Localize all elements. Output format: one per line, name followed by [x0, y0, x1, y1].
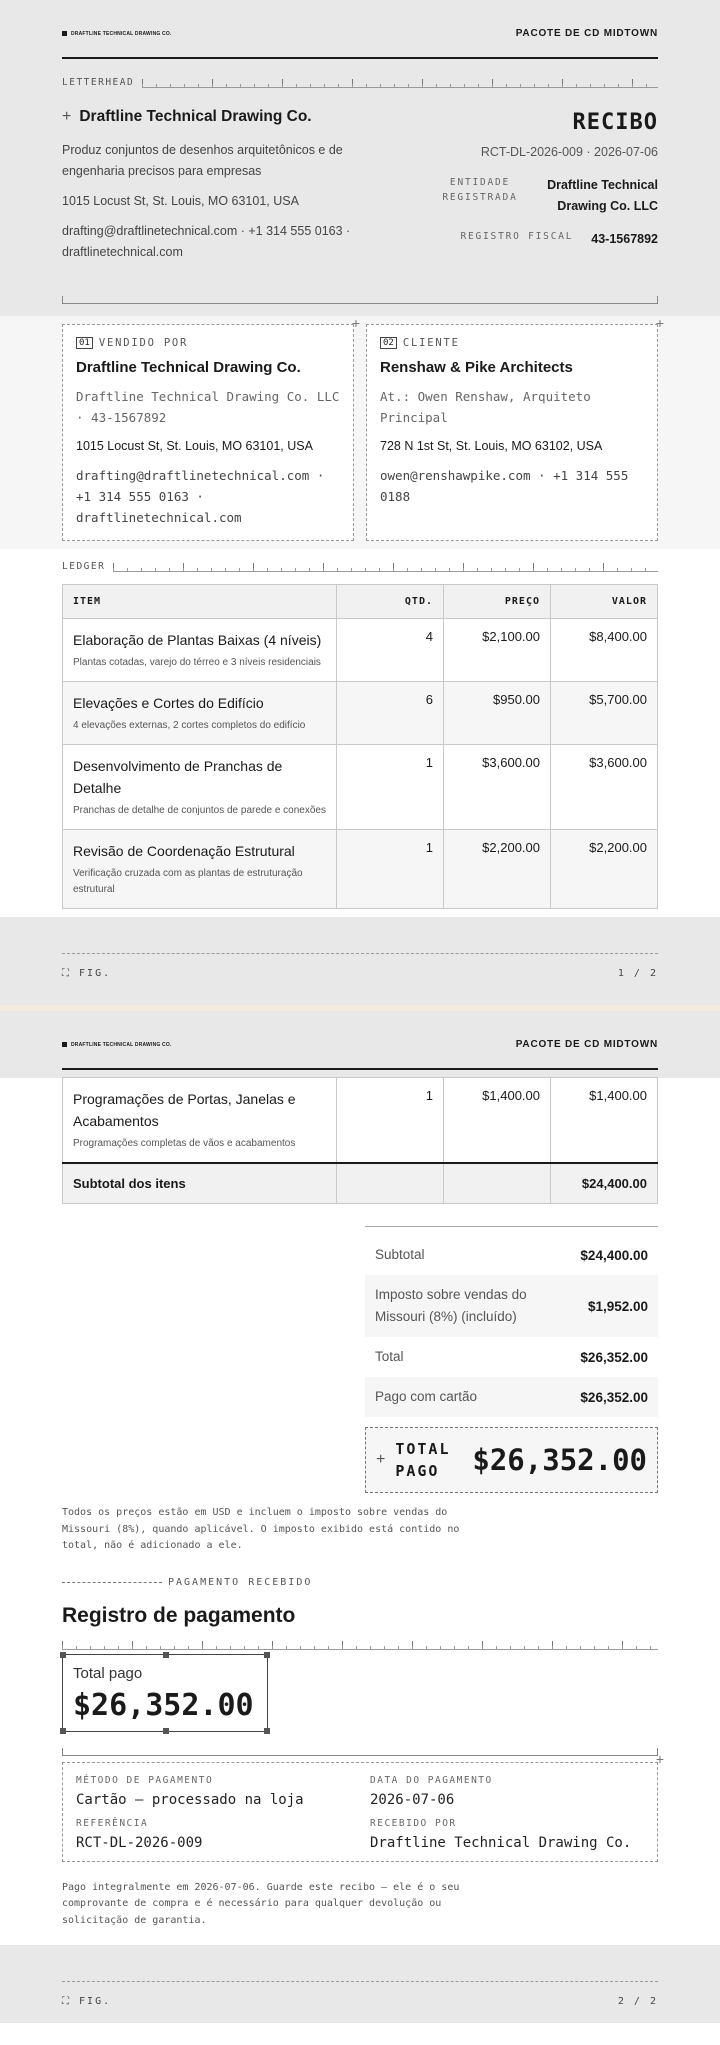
reference-label: REFERÊNCIA: [76, 1817, 149, 1829]
entity-value: Draftline Technical Drawing Co. LLC: [547, 178, 658, 213]
package-name: PACOTE DE CD MIDTOWN: [515, 28, 658, 39]
client-card: [366, 315, 664, 541]
totals-summary: [365, 1226, 658, 1493]
item-price: $1,400.00: [444, 1078, 551, 1164]
seller-sub: Draftline Technical Drawing Co. LLC · 43-1567892: [76, 389, 340, 425]
date-value: 2026-07-06: [370, 1791, 455, 1808]
crosshair-icon: +: [655, 1750, 664, 1767]
doc-title: RECIBO: [572, 110, 658, 135]
summary-value: $24,400.00: [580, 1247, 648, 1263]
item-qty: 1: [337, 1078, 444, 1164]
summary-value: $26,352.00: [580, 1389, 648, 1405]
page-footer: [0, 917, 720, 1005]
summary-paid: [365, 1377, 658, 1417]
seller-num: 01: [76, 337, 93, 349]
item-price: $3,600.00: [444, 745, 551, 830]
company-contact: drafting@draftlinetechnical.com · +1 314 555 0163 · draftlinetechnical.com: [62, 224, 351, 259]
total-paid-label: Total pago: [73, 1664, 143, 1682]
item-name: Desenvolvimento de Pranchas de Detalhe: [73, 758, 283, 796]
plus-icon: +: [376, 1451, 386, 1468]
received-by-label: RECEBIDO POR: [370, 1817, 457, 1829]
date-label: DATA DO PAGAMENTO: [370, 1774, 493, 1786]
page-footer: [0, 1945, 720, 2023]
seller-address: 1015 Locust St, St. Louis, MO 63101, USA: [76, 439, 313, 453]
item-name: Revisão de Coordenação Estrutural: [73, 843, 295, 859]
item-desc: Plantas cotadas, varejo do térreo e 3 níveis residenciais: [73, 657, 321, 668]
company-address: 1015 Locust St, St. Louis, MO 63101, USA: [62, 194, 299, 208]
letterhead-ruler: [62, 77, 658, 88]
ledger-ruler: [62, 561, 658, 572]
table-row: [63, 745, 658, 830]
item-name: Programações de Portas, Janelas e Acabamentos: [73, 1091, 296, 1129]
ruler-ticks: [142, 78, 658, 88]
col-qty: QTD.: [337, 585, 444, 619]
parties-section: [0, 316, 720, 549]
table-row: [63, 619, 658, 682]
brand-mini: [62, 31, 172, 37]
page-header: [0, 1011, 720, 1068]
grand-total-value: $26,352.00: [472, 1443, 647, 1477]
col-total: VALOR: [551, 585, 658, 619]
ruler-ticks: [113, 562, 658, 572]
crosshair-icon: +: [655, 315, 664, 331]
ledger-table: [62, 584, 658, 909]
table-row: [63, 1078, 658, 1164]
col-price: PREÇO: [444, 585, 551, 619]
summary-label: Total: [375, 1349, 404, 1364]
tax-id-value: 43-1567892: [591, 232, 658, 246]
seller-name: Draftline Technical Drawing Co.: [76, 359, 301, 376]
brand-mini-text: DRAFTLINE TECHNICAL DRAWING CO.: [71, 30, 172, 37]
page-header: [0, 0, 720, 57]
method-value: Cartão — processado na loja: [76, 1791, 304, 1808]
item-total: $1,400.00: [551, 1078, 658, 1164]
item-desc: Programações completas de vãos e acabamentos: [73, 1138, 296, 1149]
summary-label: Imposto sobre vendas do Missouri (8%) (incluído): [375, 1287, 527, 1324]
letterhead: [0, 88, 720, 288]
summary-value: $1,952.00: [587, 1298, 648, 1314]
tax-id-row: [440, 229, 658, 250]
fig-text: FIG.: [79, 968, 112, 979]
item-total: $2,200.00: [551, 830, 658, 909]
method-label: MÉTODO DE PAGAMENTO: [76, 1774, 214, 1786]
item-name: Elaboração de Plantas Baixas (4 níveis): [73, 632, 322, 648]
item-price: $950.00: [444, 682, 551, 745]
item-desc: Verificação cruzada com as plantas de estruturação estrutural: [73, 868, 303, 895]
tax-id-label: REGISTRO FISCAL: [460, 231, 574, 242]
seller-contact: drafting@draftlinetechnical.com · +1 314 555 0163 · draftlinetechnical.com: [76, 468, 325, 525]
page-header-section: [0, 1011, 720, 1078]
letterhead-section: [0, 0, 720, 316]
item-qty: 1: [337, 745, 444, 830]
entity-label: ENTIDADE REGISTRADA: [442, 177, 518, 203]
fig-text: FIG.: [79, 1996, 112, 2007]
ledger-label: LEDGER: [62, 561, 106, 572]
item-total: $3,600.00: [551, 745, 658, 830]
page-number: 2 / 2: [617, 1996, 658, 2007]
letterhead-label: LETTERHEAD: [62, 77, 135, 88]
seller-card: [62, 315, 360, 541]
crosshair-icon: +: [351, 315, 360, 331]
item-total: $8,400.00: [551, 619, 658, 682]
brand-square-icon: [62, 1042, 67, 1047]
ruler-ticks: [62, 1640, 658, 1650]
header-rule: [62, 1068, 658, 1070]
tax-note: Todos os preços estão em USD e incluem o imposto sobre vendas do Missouri (8%), quando aplicável. O imposto exibido está contido no total, não é adicionado a ele.: [62, 1507, 460, 1551]
payment-section-text: PAGAMENTO RECEBIDO: [168, 1576, 313, 1588]
item-desc: 4 elevações externas, 2 cortes completos do edifício: [73, 720, 306, 731]
company-tagline: Produz conjuntos de desenhos arquitetônicos e de engenharia precisos para empresas: [62, 143, 343, 178]
table-row: [63, 830, 658, 909]
payment-section-label: [62, 1577, 658, 1588]
reference-value: RCT-DL-2026-009: [76, 1834, 203, 1851]
item-qty: 6: [337, 682, 444, 745]
received-by-value: Draftline Technical Drawing Co.: [370, 1834, 632, 1851]
brand-square-icon: [62, 31, 67, 36]
subtotal-value: $24,400.00: [551, 1163, 658, 1204]
payment-rule: [62, 1748, 658, 1756]
item-price: $2,100.00: [444, 619, 551, 682]
ledger-table-continued: [62, 1077, 658, 1204]
item-price: $2,200.00: [444, 830, 551, 909]
total-paid-value: $26,352.00: [73, 1687, 254, 1723]
page-number: 1 / 2: [617, 968, 658, 979]
letterhead-end-rule: [62, 296, 658, 304]
brand-mini: [62, 1042, 172, 1048]
item-qty: 1: [337, 830, 444, 909]
plus-icon: +: [62, 108, 72, 125]
client-name: Renshaw & Pike Architects: [380, 359, 573, 376]
summary-tax: [365, 1275, 658, 1337]
brand-mini-text: DRAFTLINE TECHNICAL DRAWING CO.: [71, 1041, 172, 1048]
summary-subtotal: [365, 1235, 658, 1275]
table-row: [63, 682, 658, 745]
total-paid-box: [62, 1654, 268, 1732]
table-header: [63, 585, 658, 619]
summary-value: $26,352.00: [580, 1349, 648, 1365]
client-address: 728 N 1st St, St. Louis, MO 63102, USA: [380, 439, 603, 453]
grand-total-label: TOTAL PAGO: [395, 1440, 451, 1480]
page-2: [0, 1011, 720, 2023]
payment-details: [62, 1750, 664, 1862]
grand-total: [365, 1427, 658, 1493]
payment-ruler: [62, 1640, 658, 1650]
page-1: [0, 0, 720, 1005]
payment-title: Registro de pagamento: [62, 1603, 296, 1627]
col-item: ITEM: [63, 585, 337, 619]
summary-total: [365, 1337, 658, 1377]
package-name: PACOTE DE CD MIDTOWN: [515, 1039, 658, 1050]
subtotal-row: [63, 1163, 658, 1204]
fig-label: ⛶ FIG.: [62, 1996, 112, 2007]
item-qty: 4: [337, 619, 444, 682]
client-num: 02: [380, 337, 397, 349]
client-contact: owen@renshawpike.com · +1 314 555 0188: [380, 468, 629, 504]
client-sub: At.: Owen Renshaw, Arquiteto Principal: [380, 389, 591, 425]
header-rule: [62, 57, 658, 59]
item-name: Elevações e Cortes do Edifício: [73, 695, 264, 711]
client-tag: CLIENTE: [402, 337, 460, 349]
seller-tag: VENDIDO POR: [98, 337, 189, 349]
item-desc: Pranchas de detalhe de conjuntos de parede e conexões: [73, 805, 326, 816]
payment-note: Pago integralmente em 2026-07-06. Guarde este recibo — ele é o seu comprovante de compra e é necessário para qualquer devolução ou solicitação de garantia.: [62, 1881, 460, 1926]
summary-label: Pago com cartão: [375, 1389, 478, 1404]
subtotal-label: Subtotal dos itens: [63, 1163, 337, 1204]
item-total: $5,700.00: [551, 682, 658, 745]
fig-label: ⛶ FIG.: [62, 968, 112, 979]
company-name: Draftline Technical Drawing Co.: [79, 108, 312, 125]
summary-label: Subtotal: [375, 1247, 425, 1262]
doc-number: RCT-DL-2026-009 · 2026-07-06: [480, 145, 658, 159]
entity-row: [440, 175, 658, 217]
